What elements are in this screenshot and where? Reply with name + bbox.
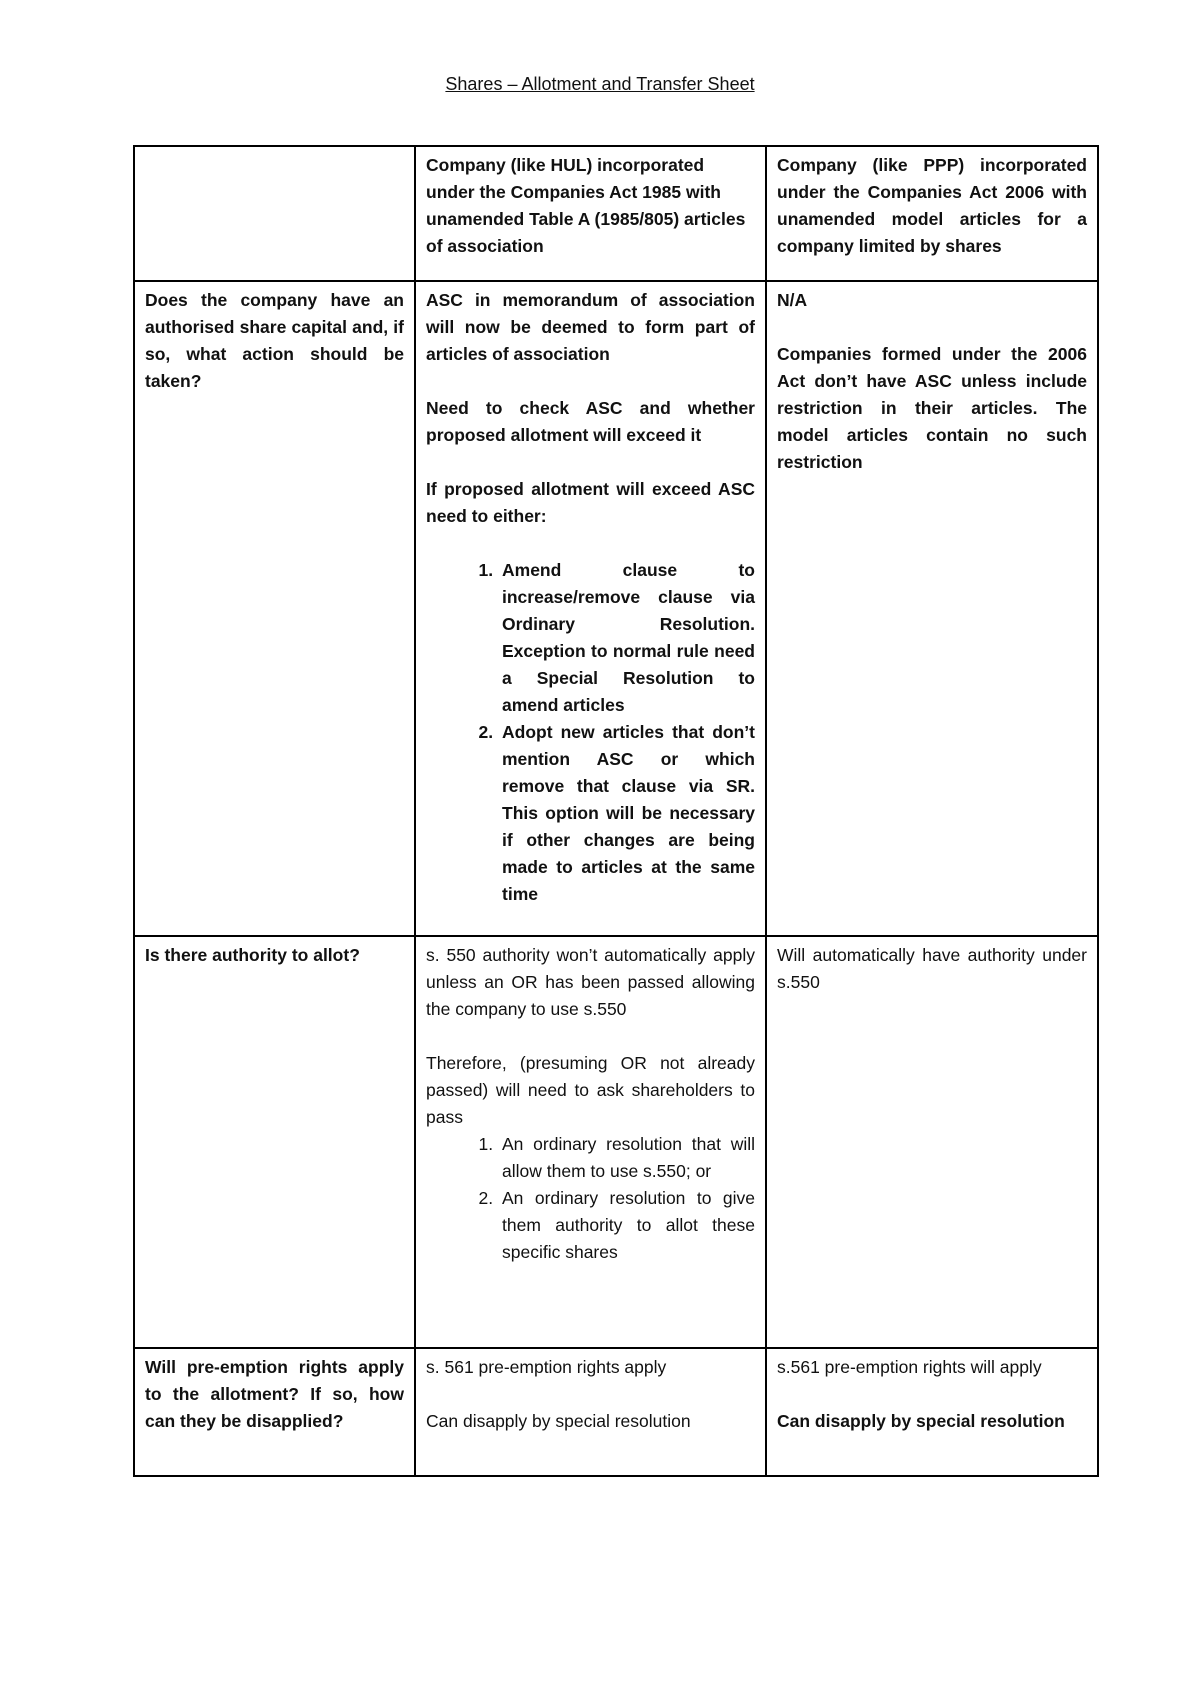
paragraph: Therefore, (presuming OR not already passed) will need to ask shareholders to pass bbox=[426, 1053, 755, 1127]
row-question: Does the company have an authorised share capital and, if so, what action should be taken? bbox=[134, 281, 415, 936]
row-question: Will pre-emption rights apply to the allotment? If so, how can they be disapplied? bbox=[134, 1348, 415, 1476]
paragraph: If proposed allotment will exceed ASC need to either: bbox=[426, 479, 755, 526]
list-item: 2. Adopt new articles that don’t mention ASC or which remove that clause via SR. This option will be necessary if other changes are being made to articles at the same time bbox=[498, 719, 755, 908]
table-header-row bbox=[134, 146, 1098, 281]
paragraph: Can disapply by special resolution bbox=[777, 1411, 1065, 1431]
paragraph: ASC in memorandum of association will now be deemed to form part of articles of association bbox=[426, 290, 755, 364]
header-hul-company: Company (like HUL) incorporated under the Companies Act 1985 with unamended Table A (1985/805) articles of association bbox=[415, 146, 766, 281]
numbered-list bbox=[426, 1131, 755, 1266]
comparison-table bbox=[133, 145, 1099, 1477]
paragraph: s. 550 authority won’t automatically apply unless an OR has been passed allowing the company to use s.550 bbox=[426, 945, 755, 1019]
paragraph: Companies formed under the 2006 Act don’t have ASC unless include restriction in their articles. The model articles contain no such restriction bbox=[777, 344, 1087, 472]
numbered-list bbox=[426, 557, 755, 908]
header-empty-cell bbox=[134, 146, 415, 281]
row-hul-answer bbox=[415, 936, 766, 1348]
header-ppp-company: Company (like PPP) incorporated under the Companies Act 2006 with unamended model articles for a company limited by shares bbox=[766, 146, 1098, 281]
list-item: 1. An ordinary resolution that will allow them to use s.550; or bbox=[498, 1131, 755, 1185]
table-row bbox=[134, 936, 1098, 1348]
row-ppp-answer bbox=[766, 1348, 1098, 1476]
paragraph: Can disapply by special resolution bbox=[426, 1411, 691, 1431]
paragraph: s. 561 pre-emption rights apply bbox=[426, 1357, 667, 1377]
row-ppp-answer bbox=[766, 281, 1098, 936]
list-item: 2. An ordinary resolution to give them authority to allot these specific shares bbox=[498, 1185, 755, 1266]
row-hul-answer bbox=[415, 1348, 766, 1476]
page-title: Shares – Allotment and Transfer Sheet bbox=[445, 74, 755, 94]
table-row bbox=[134, 281, 1098, 936]
list-item: 1. Amend clause to increase/remove clause via Ordinary Resolution. Exception to normal rule need a Special Resolution to amend articles bbox=[498, 557, 755, 719]
row-question: Is there authority to allot? bbox=[134, 936, 415, 1348]
paragraph: Need to check ASC and whether proposed allotment will exceed it bbox=[426, 398, 755, 445]
table-row bbox=[134, 1348, 1098, 1476]
paragraph: N/A bbox=[777, 290, 808, 310]
row-ppp-answer bbox=[766, 936, 1098, 1348]
paragraph: s.561 pre-emption rights will apply bbox=[777, 1357, 1042, 1377]
paragraph: Will automatically have authority under s.550 bbox=[777, 945, 1087, 992]
row-hul-answer bbox=[415, 281, 766, 936]
